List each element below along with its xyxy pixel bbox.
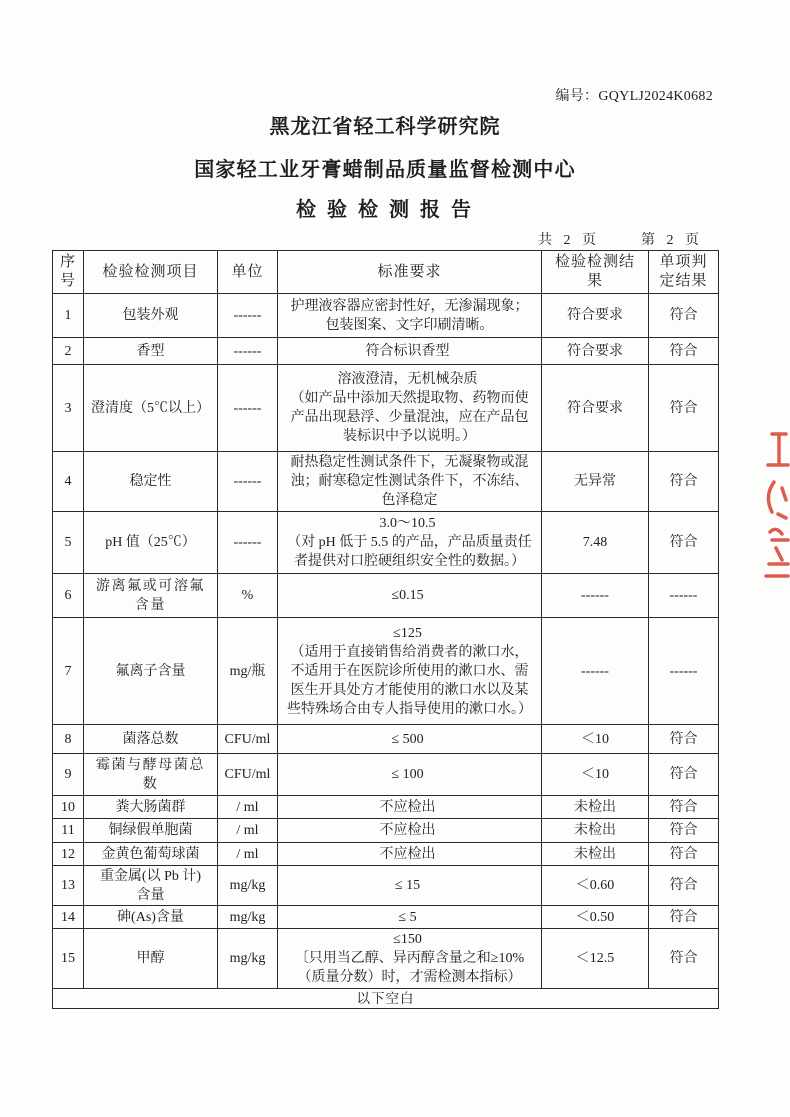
cell-judgment: 符合: [649, 338, 719, 365]
cell-standard: [278, 796, 542, 819]
cell-result: 未检出: [542, 796, 649, 819]
cell-result: ＜10: [542, 725, 649, 754]
standard-line: ≤ 100: [391, 767, 424, 782]
cell-no: 15: [53, 929, 84, 989]
header-line: 定结果: [659, 273, 708, 289]
cell-item: [84, 906, 218, 929]
header-no: [53, 251, 84, 294]
standard-line: ≤ 15: [394, 878, 421, 893]
cell-result: ＜0.60: [542, 866, 649, 906]
cell-unit: ------: [218, 365, 278, 452]
standard-line: 溶液澄清，无机械杂质: [337, 372, 478, 387]
cell-judgment: ------: [649, 618, 719, 725]
item-line: 甲醇: [136, 951, 165, 966]
cell-unit: / ml: [218, 796, 278, 819]
standard-line: 耐热稳定性测试条件下，无凝聚物或混: [290, 455, 529, 470]
item-line: 霉菌与酵母菌总: [95, 757, 206, 773]
table-row: [53, 452, 719, 512]
cell-standard: [278, 365, 542, 452]
standard-line: （质量分数）时，才需检测本指标）: [297, 970, 522, 985]
cell-judgment: 符合: [649, 365, 719, 452]
cell-item: [84, 819, 218, 843]
cell-no: 4: [53, 452, 84, 512]
item-line: 金黄色葡萄球菌: [101, 846, 200, 862]
table-row: [53, 819, 719, 843]
standard-line: 不应检出: [379, 799, 436, 815]
standard-line: 不适用于在医院诊所使用的漱口水、需: [290, 663, 529, 679]
cell-result: 符合要求: [542, 338, 649, 365]
cell-item: [84, 866, 218, 906]
results-table: [52, 250, 719, 1009]
table-row: [53, 754, 719, 796]
cell-no: 14: [53, 906, 84, 929]
standard-line: 包装图案、文字印刷清晰。: [325, 317, 494, 333]
cell-unit: mg/瓶: [218, 618, 278, 725]
standard-line: （适用于直接销售给消费者的漱口水，: [290, 644, 529, 660]
cell-no: 2: [53, 338, 84, 365]
cell-item: [84, 725, 218, 754]
cell-standard: [278, 843, 542, 866]
cell-standard: [278, 294, 542, 338]
item-line: 含量: [136, 887, 165, 903]
cell-unit: / ml: [218, 819, 278, 843]
cell-no: 13: [53, 866, 84, 906]
cell-standard: [278, 906, 542, 929]
cell-item: [84, 512, 218, 574]
cell-judgment: 符合: [649, 796, 719, 819]
item-line: 氟离子含量: [115, 663, 186, 679]
cell-judgment: 符合: [649, 294, 719, 338]
cell-result: ＜10: [542, 754, 649, 796]
cell-item: [84, 929, 218, 989]
standard-line: 产品出现悬浮、少量混浊，应在产品包: [290, 410, 529, 425]
cell-judgment: 符合: [649, 512, 719, 574]
cell-judgment: 符合: [649, 754, 719, 796]
cell-no: 3: [53, 365, 84, 452]
cell-result: ＜12.5: [542, 929, 649, 989]
table-row: [53, 294, 719, 338]
standard-line: 者提供对口腔硬组织安全性的数据。）: [294, 554, 525, 569]
cell-item: [84, 796, 218, 819]
cell-standard: [278, 725, 542, 754]
standard-line: ≤125: [393, 625, 422, 641]
cell-no: 10: [53, 796, 84, 819]
table-row: [53, 796, 719, 819]
standard-line: 色泽稳定: [381, 493, 438, 508]
item-line: 砷(As)含量: [117, 909, 184, 925]
cell-unit: / ml: [218, 843, 278, 866]
item-line: 铜绿假单胞菌: [108, 823, 193, 838]
item-line: 游离氟或可溶氟: [95, 578, 206, 594]
header-line: 检验检测结: [554, 254, 635, 270]
cell-result: 7.48: [542, 512, 649, 574]
cell-standard: [278, 338, 542, 365]
cell-judgment: 符合: [649, 866, 719, 906]
item-line: 包装外观: [122, 308, 179, 323]
item-line: 澄清度（5℃以上）: [91, 400, 210, 416]
header-line: 号: [59, 273, 76, 289]
cell-result: 无异常: [542, 452, 649, 512]
cell-standard: [278, 819, 542, 843]
table-row: [53, 725, 719, 754]
header-line: 单项判: [659, 254, 708, 270]
cell-result: ＜0.50: [542, 906, 649, 929]
standard-line: ≤ 5: [398, 909, 417, 925]
red-seal-fragment: [752, 420, 790, 585]
table-header-row: [53, 251, 719, 294]
page-current: 第 2 页: [641, 233, 703, 248]
cell-standard: [278, 618, 542, 725]
standard-line: 医生开具处方才能使用的漱口水以及某: [290, 682, 529, 698]
standard-line: 不应检出: [379, 846, 436, 862]
cell-item: [84, 754, 218, 796]
cell-no: 6: [53, 574, 84, 618]
item-line: 数: [142, 776, 159, 792]
cell-judgment: 符合: [649, 452, 719, 512]
cell-no: 1: [53, 294, 84, 338]
standard-line: 装标识中予以说明。）: [343, 429, 476, 444]
report-title: 检 验 检 测 报 告: [296, 199, 474, 221]
standard-line: 符合标识香型: [365, 343, 450, 359]
cell-unit: %: [218, 574, 278, 618]
page-total: 共 2 页: [538, 233, 600, 248]
header-unit: 单位: [218, 251, 278, 294]
cell-result: ------: [542, 618, 649, 725]
cell-unit: ------: [218, 294, 278, 338]
header-item: 检验检测项目: [84, 251, 218, 294]
cell-item: [84, 338, 218, 365]
cell-unit: mg/kg: [218, 906, 278, 929]
cell-result: 未检出: [542, 843, 649, 866]
standard-line: 些特殊场合由专人指导使用的漱口水。）: [287, 701, 532, 717]
table-footer-row: [53, 989, 719, 1009]
cell-item: [84, 843, 218, 866]
cell-no: 5: [53, 512, 84, 574]
item-line: pH 值（25℃）: [105, 535, 196, 550]
cell-item: [84, 365, 218, 452]
cell-no: 7: [53, 618, 84, 725]
item-line: 菌落总数: [122, 731, 179, 747]
item-line: 含量: [134, 597, 167, 613]
cell-judgment: 符合: [649, 929, 719, 989]
standard-line: 不应检出: [379, 823, 436, 838]
table-row: [53, 365, 719, 452]
cell-judgment: 符合: [649, 906, 719, 929]
cell-unit: ------: [218, 338, 278, 365]
table-row: [53, 843, 719, 866]
cell-standard: [278, 512, 542, 574]
cell-standard: [278, 929, 542, 989]
table-footer-note: 以下空白: [53, 989, 719, 1009]
standard-line: （如产品中添加天然提取物、药物而使: [290, 391, 529, 406]
cell-standard: [278, 866, 542, 906]
cell-judgment: 符合: [649, 725, 719, 754]
header-line: 果: [586, 273, 603, 289]
header-standard: 标准要求: [278, 251, 542, 294]
cell-unit: mg/kg: [218, 929, 278, 989]
cell-result: ------: [542, 574, 649, 618]
standard-line: （对 pH 低于 5.5 的产品，产品质量责任: [287, 535, 532, 550]
cell-result: 未检出: [542, 819, 649, 843]
institute-name: 黑龙江省轻工科学研究院: [269, 116, 501, 138]
table-row: [53, 512, 719, 574]
report-number: 编号：GQYLJ2024K0682: [555, 89, 713, 104]
standard-line: ≤150: [393, 932, 422, 947]
cell-standard: [278, 574, 542, 618]
standard-line: 3.0～10.5: [379, 516, 436, 531]
cell-unit: ------: [218, 452, 278, 512]
header-judgment: [649, 251, 719, 294]
header-line: 序: [59, 254, 76, 270]
cell-standard: [278, 452, 542, 512]
header-result: [542, 251, 649, 294]
table-row: [53, 618, 719, 725]
cell-item: [84, 574, 218, 618]
cell-no: 9: [53, 754, 84, 796]
cell-no: 12: [53, 843, 84, 866]
cell-no: 11: [53, 819, 84, 843]
cell-unit: CFU/ml: [218, 754, 278, 796]
cell-no: 8: [53, 725, 84, 754]
cell-standard: [278, 754, 542, 796]
item-line: 香型: [136, 343, 165, 359]
table-row: [53, 574, 719, 618]
standard-line: ≤0.15: [391, 588, 424, 603]
cell-unit: ------: [218, 512, 278, 574]
standard-line: 浊；耐寒稳定性测试条件下，不冻结、: [290, 474, 529, 489]
cell-item: [84, 452, 218, 512]
standard-line: 护理液容器应密封性好，无渗漏现象；: [290, 298, 529, 314]
table-row: [53, 906, 719, 929]
cell-item: [84, 294, 218, 338]
table-row: [53, 929, 719, 989]
item-line: 粪大肠菌群: [115, 799, 186, 815]
cell-judgment: ------: [649, 574, 719, 618]
cell-result: 符合要求: [542, 365, 649, 452]
table-row: [53, 866, 719, 906]
table-row: [53, 338, 719, 365]
standard-line: 〔只用当乙醇、异丙醇含量之和≥10%: [294, 951, 525, 966]
cell-unit: CFU/ml: [218, 725, 278, 754]
item-line: 稳定性: [129, 474, 172, 489]
cell-judgment: 符合: [649, 819, 719, 843]
item-line: 重金属(以 Pb 计): [99, 868, 202, 884]
cell-unit: mg/kg: [218, 866, 278, 906]
cell-item: [84, 618, 218, 725]
cell-judgment: 符合: [649, 843, 719, 866]
standard-line: ≤ 500: [391, 731, 424, 747]
cell-result: 符合要求: [542, 294, 649, 338]
center-name: 国家轻工业牙膏蜡制品质量监督检测中心: [194, 159, 576, 181]
